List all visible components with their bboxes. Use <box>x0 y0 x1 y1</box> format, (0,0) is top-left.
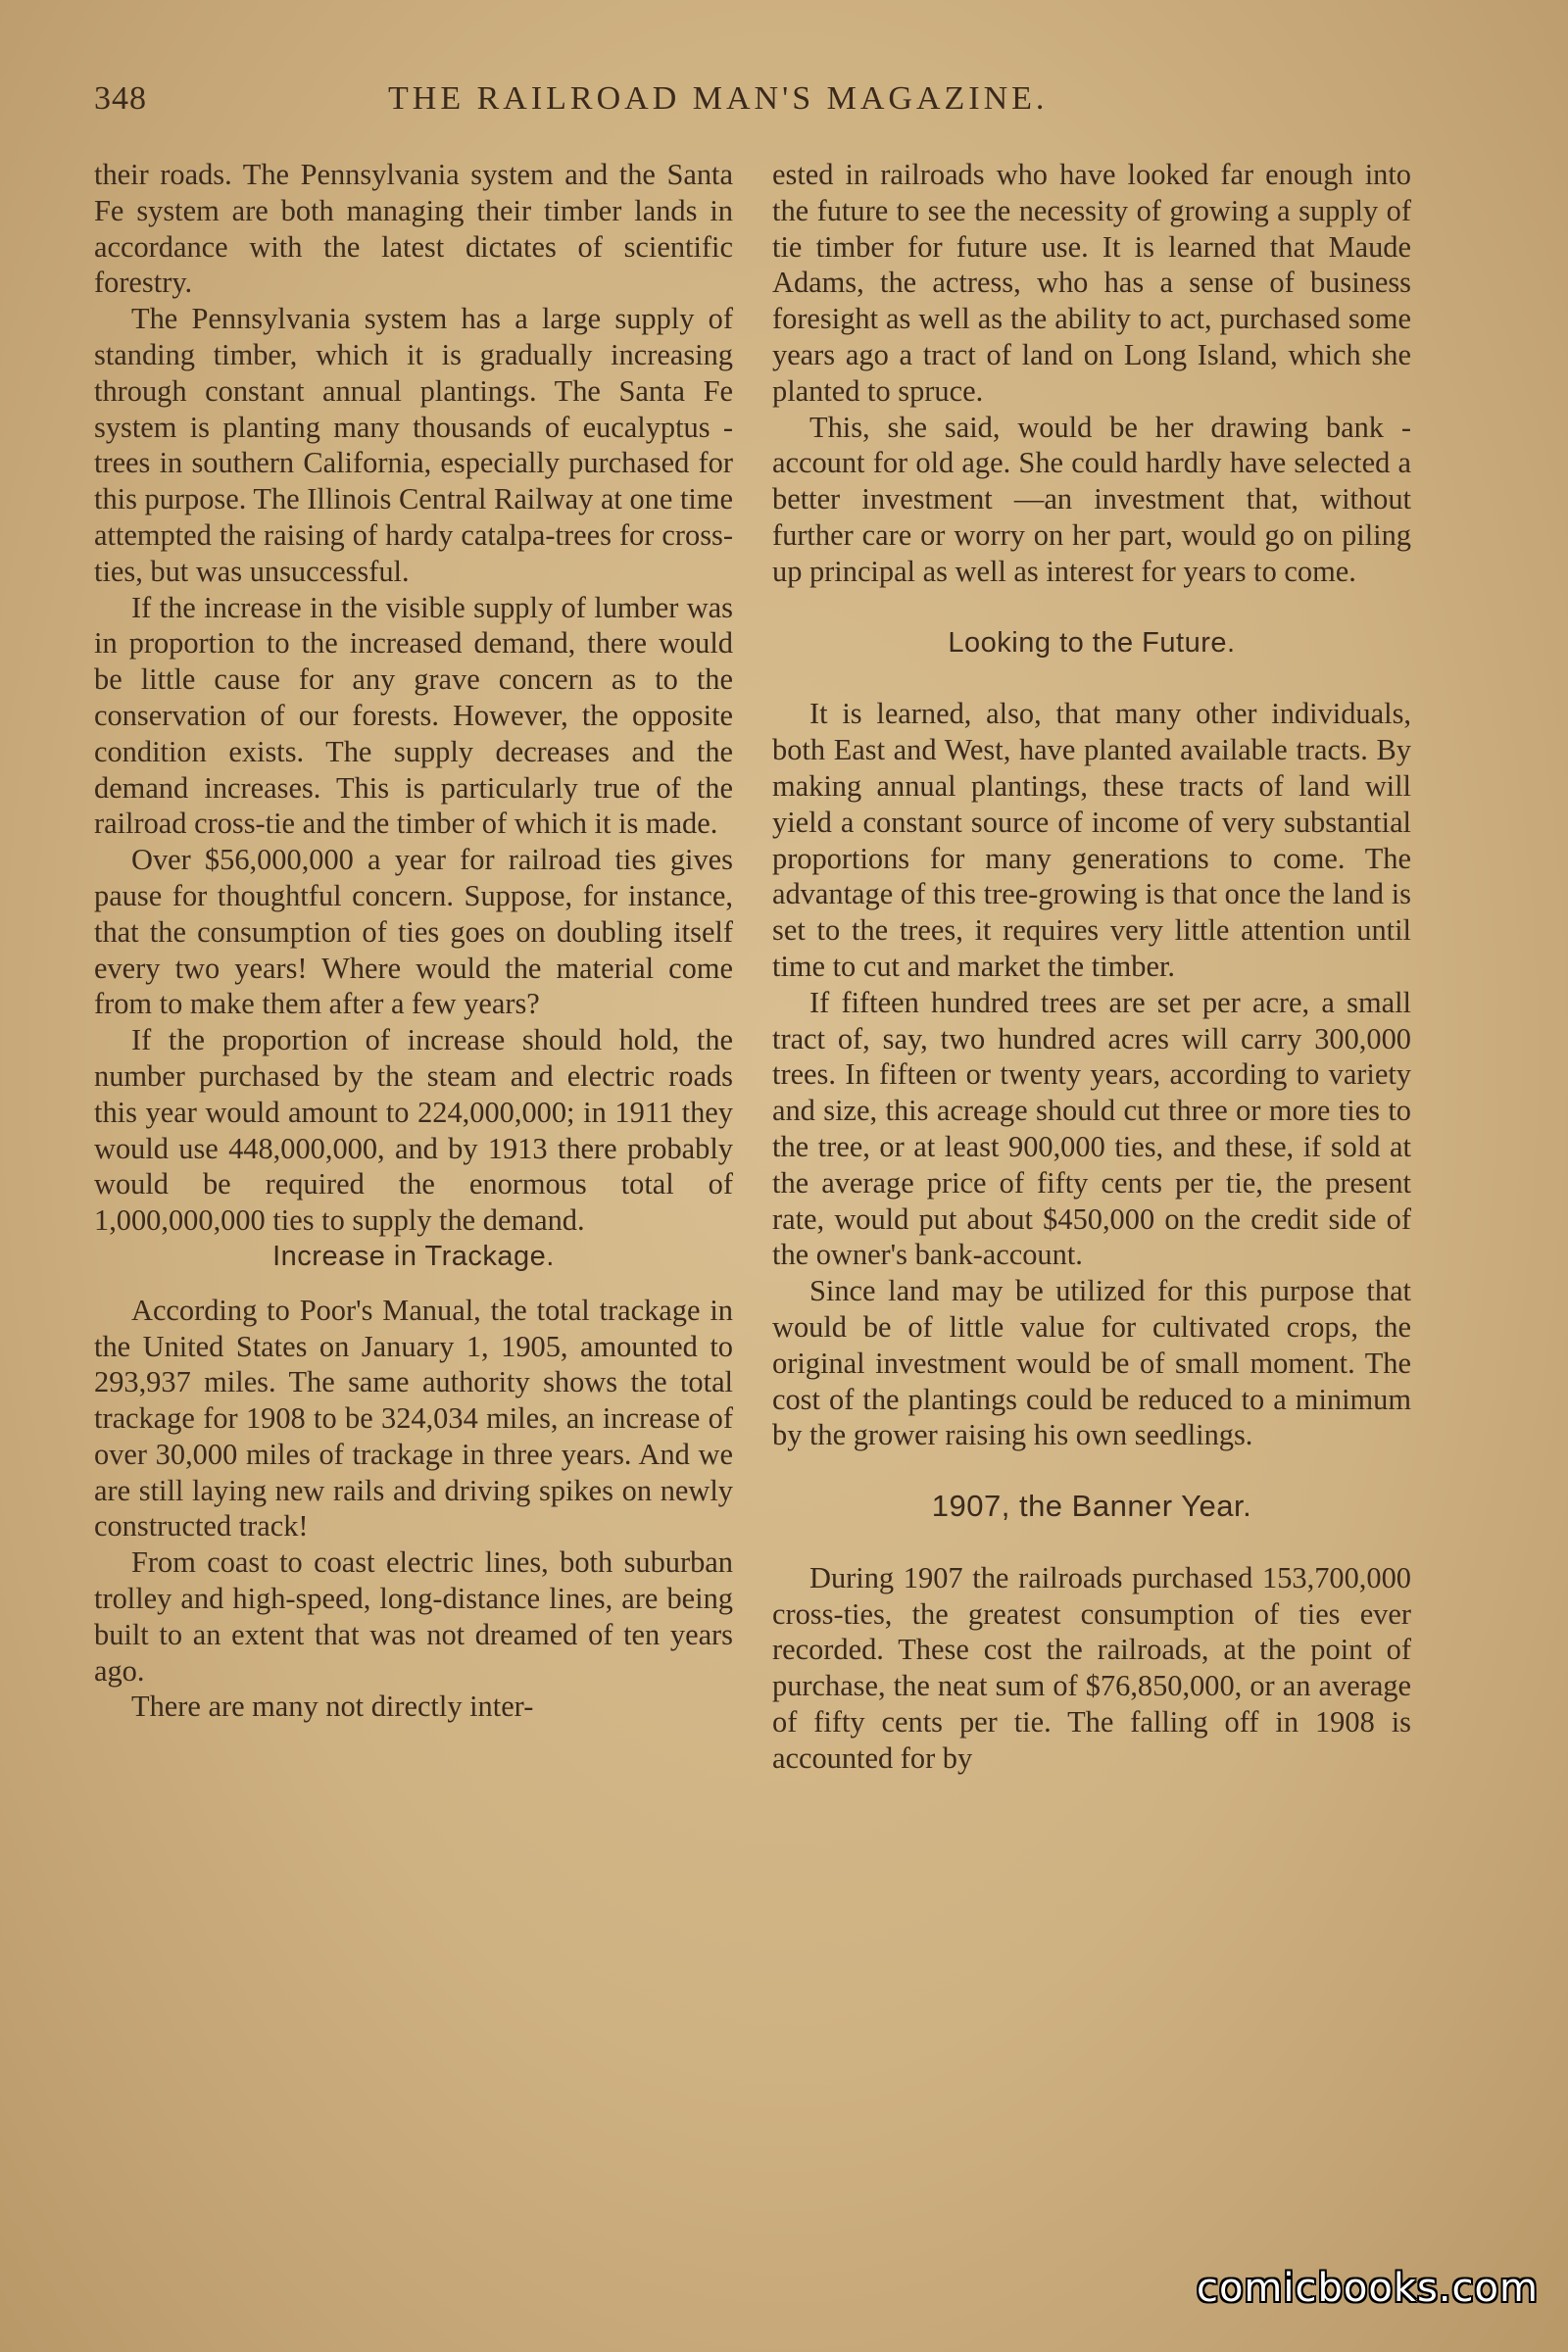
watermark-logo: comicbooks.com <box>1196 2266 1539 2311</box>
paragraph: There are many not directly inter- <box>131 1690 534 1724</box>
paragraph: From coast to coast electric lines, both suburban trolley and high-speed, long-distance lines, are being built to an extent that was not dreamed of ten years ago. <box>94 1545 733 1688</box>
left-column <box>94 157 733 1725</box>
paragraph: This, she said, would be her drawing bank - account for old age. She could hardly have selected a better investment —an investment that, without further care or worry on her part, would go on piling up principal as well as interest for years to come. <box>772 410 1411 588</box>
running-title: THE RAILROAD MAN'S MAGAZINE. <box>388 80 1049 117</box>
section-heading: Looking to the Future. <box>948 626 1236 659</box>
paragraph: If the increase in the visible supply of lumber was in proportion to the increased demand, there would be little cause for any grave concern as to the conservation of our forests. However, the opposite condition exists. The supply decreases and the demand increases. This is particularly true of the railroad cross-tie and the timber of which it is made. <box>94 590 733 841</box>
section-heading: Increase in Trackage. <box>272 1240 555 1272</box>
paragraph: Since land may be utilized for this purpose that would be of little value for cultivated crops, the original investment would be of small moment. The cost of the plantings could be reduced to a minimum by the grower raising his own seedlings. <box>772 1274 1411 1452</box>
page-number: 348 <box>94 80 147 117</box>
paragraph: Over $56,000,000 a year for railroad ties gives pause for thoughtful concern. Suppose, for instance, that the consumption of ties goes on doubling itself every two years! Where would the material come from to make them after a few years? <box>94 843 733 1021</box>
paragraph: According to Poor's Manual, the total trackage in the United States on January 1, 1905, amounted to 293,937 miles. The same authority shows the total trackage for 1908 to be 324,034 miles, an increase of over 30,000 miles of trackage in three years. And we are still laying new rails and driving spikes on newly constructed track! <box>94 1293 733 1544</box>
paragraph: If fifteen hundred trees are set per acre, a small tract of, say, two hundred acres will carry 300,000 trees. In fifteen or twenty years, according to variety and size, this acreage should cut three or more ties to the tree, or at least 900,000 ties, and these, if sold at the average price of fifty cents per tie, the present rate, would put about $450,000 on the credit side of the owner's bank-account. <box>772 985 1411 1272</box>
paragraph: The Pennsylvania system has a large supply of standing timber, which it is gradually increasing through constant annual plantings. The Santa Fe system is planting many thousands of eucalyptus - trees in southern California, especially purchased for this purpose. The Illinois Central Railway at one time attempted the raising of hardy catalpa-trees for cross-ties, but was unsuccessful. <box>94 302 733 588</box>
paragraph: It is learned, also, that many other individuals, both East and West, have planted available tracts. By making annual plantings, these tracts of land will yield a constant source of income of very substantial proportions for many generations to come. The advantage of this tree-growing is that once the land is set to the trees, it requires very little attention until time to cut and market the timber. <box>772 697 1411 983</box>
right-column <box>772 157 1411 1777</box>
page-header <box>94 80 1470 129</box>
paragraph: ested in railroads who have looked far enough into the future to see the necessity of growing a supply of tie timber for future use. It is learned that Maude Adams, the actress, who has a sense of business foresight as well as the ability to act, purchased some years ago a tract of land on Long Island, which she planted to spruce. <box>772 158 1411 408</box>
paragraph: If the proportion of increase should hold, the number purchased by the steam and electric roads this year would amount to 224,000,000; in 1911 they would use 448,000,000, and by 1913 there probably would be required the enormous total of 1,000,000,000 ties to supply the demand. <box>94 1023 733 1238</box>
section-heading: 1907, the Banner Year. <box>931 1489 1252 1524</box>
paragraph: their roads. The Pennsylvania system and the Santa Fe system are both managing their timber lands in accordance with the latest dictates of scientific forestry. <box>94 158 733 300</box>
paragraph: During 1907 the railroads purchased 153,700,000 cross-ties, the greatest consumption of ties ever recorded. These cost the railroads, at the point of purchase, the neat sum of $76,850,000, or an average of fifty cents per tie. The falling off in 1908 is accounted for by <box>772 1560 1411 1775</box>
